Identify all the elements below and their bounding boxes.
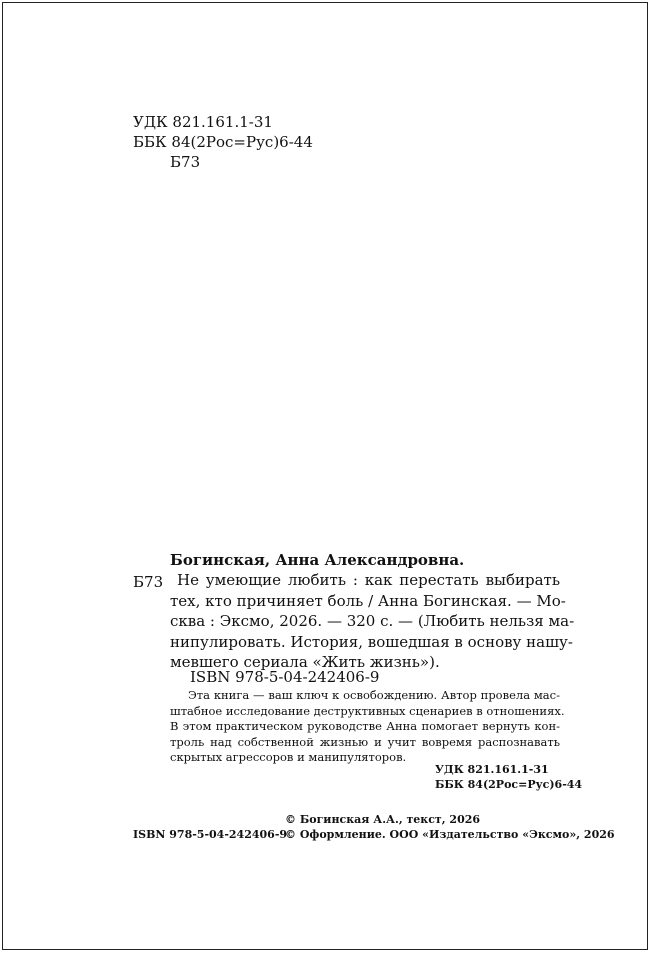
bottom-bbk: ББК 84(2Рос=Рус)6-44 bbox=[435, 778, 583, 791]
annotation-line: В этом практическом руководстве Анна помогает вернуть кон- bbox=[170, 719, 560, 733]
copyright-design: © Оформление. ООО «Издательство «Эксмо», 2026 bbox=[285, 828, 615, 841]
record-author: Богинская, Анна Александровна. bbox=[170, 551, 465, 569]
description-line: нипулировать. История, вошедшая в основу нашу- bbox=[170, 632, 573, 651]
description-line: мевшего сериала «Жить жизнь»). bbox=[170, 653, 440, 671]
annotation-line: троль над собственной жизнью и учит вовремя распознавать bbox=[170, 734, 560, 749]
annotation-block bbox=[170, 688, 565, 766]
record-author-mark: Б73 bbox=[133, 573, 164, 591]
udk-code: УДК 821.161.1-31 bbox=[133, 113, 273, 131]
copyright-block bbox=[285, 812, 615, 842]
page-border bbox=[2, 2, 648, 950]
author-mark: Б73 bbox=[170, 153, 201, 171]
description-line: тех, кто причиняет боль / Анна Богинская. — Мо- bbox=[170, 591, 566, 610]
annotation-line: штабное исследование деструктивных сценариев в отношениях. bbox=[170, 703, 565, 718]
classification-block bbox=[133, 112, 313, 172]
bottom-udk: УДК 821.161.1-31 bbox=[435, 763, 549, 776]
description-line: Не умеющие любить : как перестать выбирать bbox=[177, 571, 560, 589]
annotation-line: Эта книга — ваш ключ к освобождению. Автор провела мас- bbox=[188, 688, 560, 702]
copyright-text: © Богинская А.А., текст, 2026 bbox=[285, 813, 481, 826]
record-isbn: ISBN 978-5-04-242406-9 bbox=[190, 668, 380, 686]
bbk-code: ББК 84(2Рос=Рус)6-44 bbox=[133, 133, 313, 151]
bibliographic-description bbox=[170, 570, 575, 673]
bottom-classification bbox=[435, 762, 582, 792]
annotation-line: скрытых агрессоров и манипуляторов. bbox=[170, 750, 407, 764]
description-line: сква : Эксмо, 2026. — 320 с. — (Любить нельзя ма- bbox=[170, 612, 575, 630]
bottom-isbn: ISBN 978-5-04-242406-9 bbox=[133, 828, 288, 841]
